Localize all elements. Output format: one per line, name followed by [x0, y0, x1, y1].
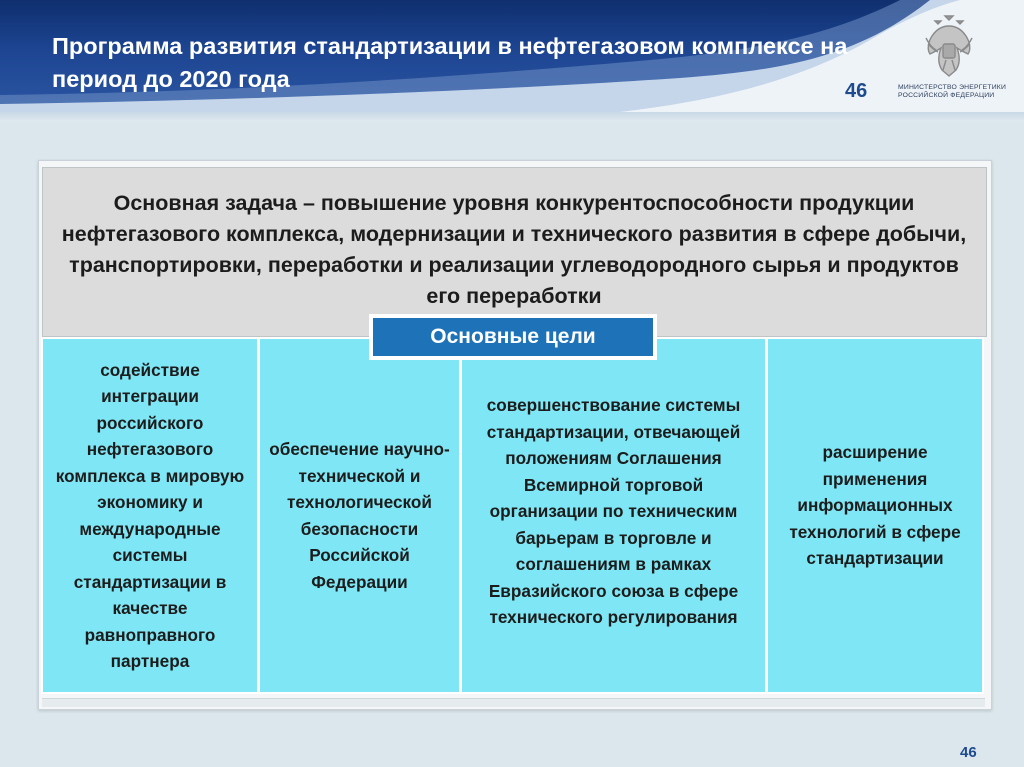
ministry-name: МИНИСТЕРСТВО ЭНЕРГЕТИКИ РОССИЙСКОЙ ФЕДЕРАЦИИ [898, 84, 1007, 99]
slide-header [0, 0, 1024, 112]
goal-box-security [258, 337, 461, 694]
russian-coat-of-arms-icon [924, 14, 974, 80]
slide-title: Программа развития стандартизации в нефтегазовом комплексе на период до 2020 года [52, 33, 848, 92]
goal-text: содействие интеграции российского нефтегазового комплекса в мировую экономику и международные системы стандартизации в качестве равноправного партнера [55, 359, 245, 671]
goal-text: совершенствование системы стандартизации, отвечающей положениям Соглашения Всемирной торговой организации по техническим барьерам в торговле и соглашениям в рамках Евразийского союза в сфере технического регулирования [486, 395, 741, 628]
main-task-text: Основная задача – повышение уровня конкурентоспособности продукции нефтегазового комплекса, модернизации и технического развития в сфере добычи, транспортировки, переработки и реализации углеводородного сырья и продуктов его переработки [61, 191, 967, 308]
goals-badge-label: Основные цели [373, 318, 653, 356]
footer-page-number: 46 [960, 744, 977, 761]
goal-box-it [766, 337, 984, 694]
goal-text: расширение применения информационных технологий в сфере стандартизации [789, 442, 961, 569]
bottom-strip [42, 698, 985, 707]
header-page-number: 46 [845, 80, 868, 102]
goal-box-standardization-system [460, 337, 767, 694]
header-divider [0, 112, 1024, 122]
goals-badge [369, 314, 657, 360]
goal-box-integration [41, 337, 259, 694]
goal-text: обеспечение научно-технической и технологической безопасности Российской Федерации [269, 439, 450, 592]
